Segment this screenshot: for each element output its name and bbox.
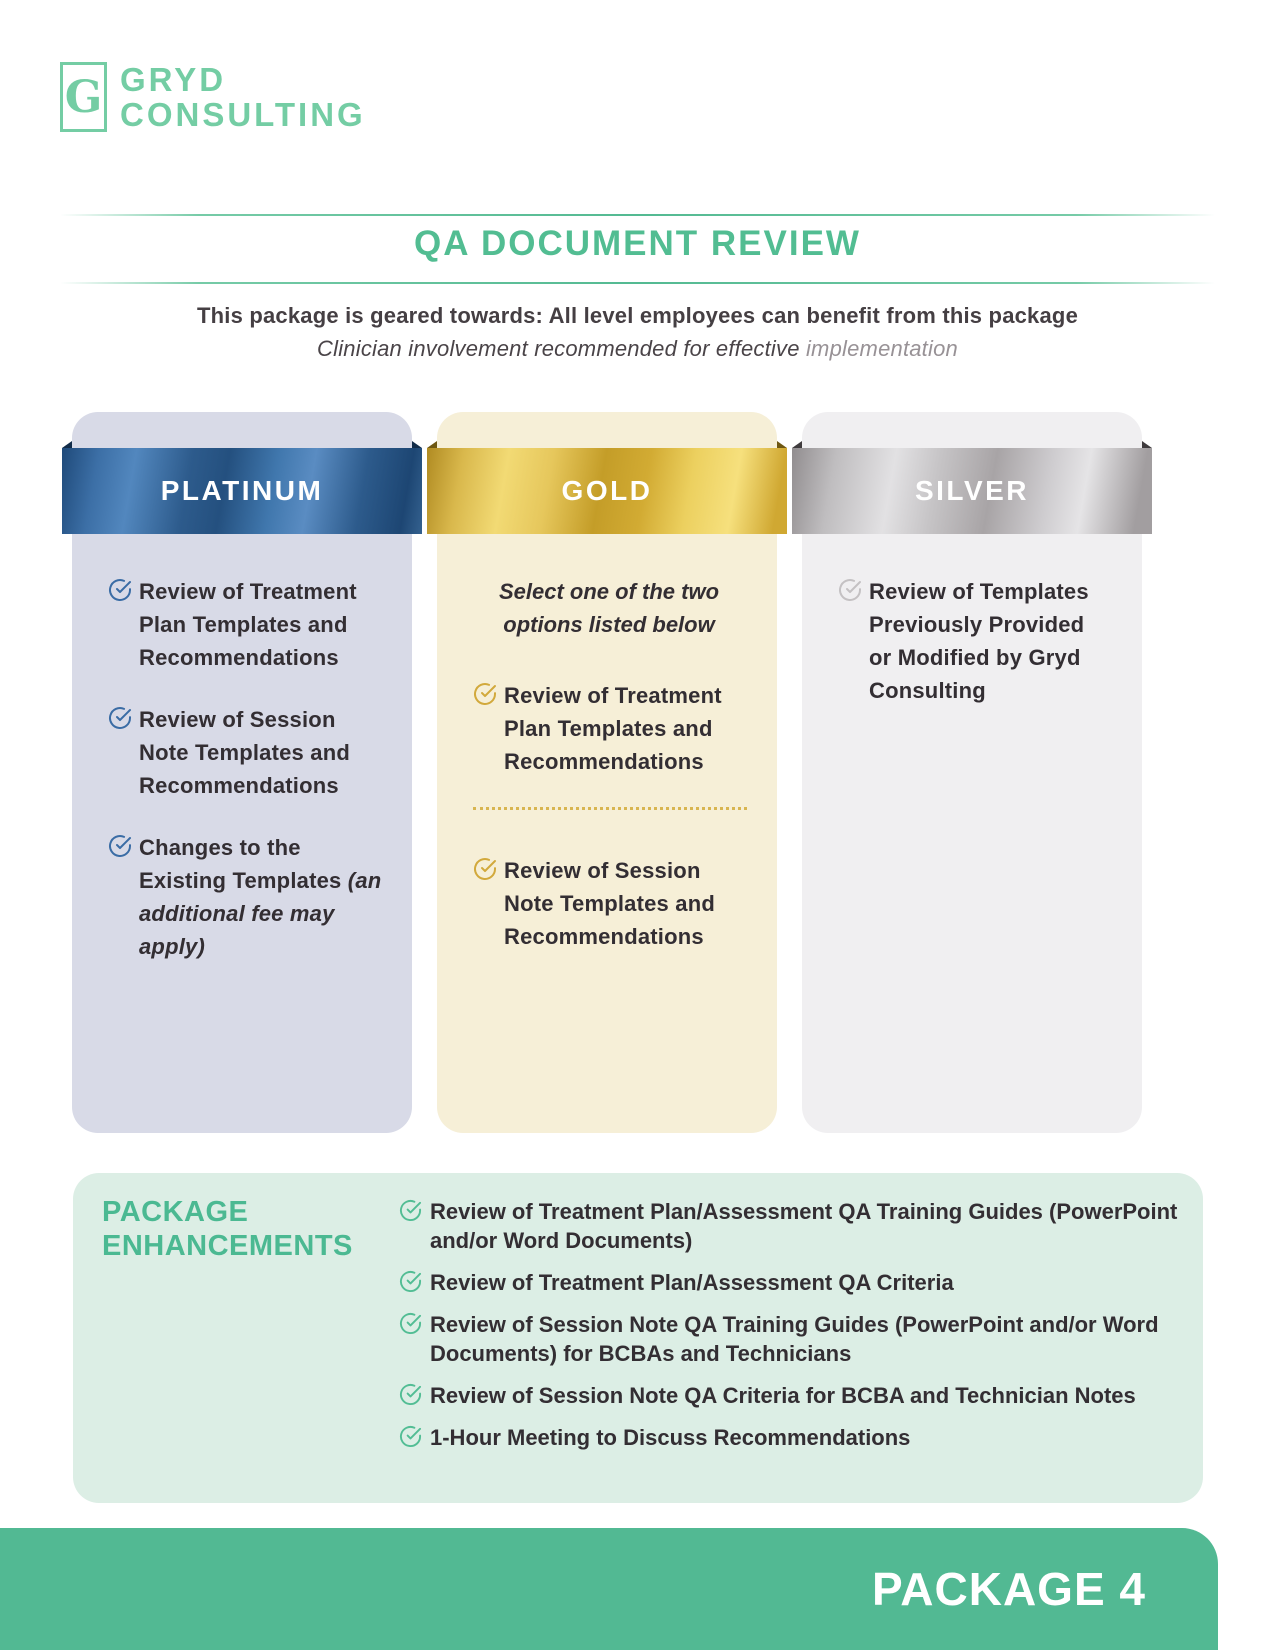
gold-intro-note: Select one of the two options listed below <box>498 579 720 637</box>
list-item-text: Review of Treatment Plan/Assessment QA Training Guides (PowerPoint and/or Word Documents) <box>430 1199 1178 1253</box>
enhancements-title-line-1: PACKAGE <box>102 1196 249 1228</box>
list-item <box>473 679 751 778</box>
check-circle-icon <box>108 706 132 730</box>
list-item <box>838 575 1116 707</box>
list-item-text: Review of Treatment Plan Templates and Recommendations <box>139 579 357 670</box>
check-circle-icon <box>399 1425 422 1448</box>
list-item-text: Review of Session Note QA Criteria for BCBA and Technician Notes <box>430 1383 1136 1408</box>
dotted-divider <box>473 807 747 810</box>
silver-ribbon-label: SILVER <box>914 475 1030 506</box>
check-circle-icon <box>399 1270 422 1293</box>
check-circle-icon <box>838 578 862 602</box>
package-number-label: PACKAGE 4 <box>872 1563 1146 1615</box>
intro-line-2-main: Clinician involvement recommended for effective <box>317 336 800 361</box>
header-divider-bottom <box>60 282 1215 284</box>
gold-card-body <box>473 575 751 982</box>
check-circle-icon <box>108 834 132 858</box>
check-circle-icon <box>399 1199 422 1222</box>
list-item-note: (an additional fee may apply) <box>139 868 382 959</box>
company-logo <box>60 62 366 132</box>
silver-ribbon <box>792 448 1152 534</box>
list-item-text: Review of Treatment Plan/Assessment QA Criteria <box>430 1270 954 1295</box>
intro-line-2 <box>0 336 1275 362</box>
page-title: QA DOCUMENT REVIEW <box>414 224 861 263</box>
logo-line-1: GRYD <box>120 61 227 98</box>
logo-line-2: CONSULTING <box>120 96 366 133</box>
list-item-text: Changes to the Existing Templates (an additional fee may apply) <box>139 835 382 959</box>
list-item <box>399 1310 1179 1368</box>
logo-g-icon: G <box>60 62 107 132</box>
package-enhancements-title <box>102 1195 353 1263</box>
platinum-ribbon-label: PLATINUM <box>160 475 324 506</box>
logo-wordmark <box>120 62 366 132</box>
list-item-text: Review of Templates Previously Provided or Modified by Gryd Consulting <box>869 579 1089 703</box>
check-circle-icon <box>108 578 132 602</box>
list-item-text: Review of Session Note Templates and Recommendations <box>139 707 351 798</box>
check-circle-icon <box>473 682 497 706</box>
list-item <box>399 1381 1179 1410</box>
list-item <box>108 575 386 674</box>
list-item <box>108 831 386 963</box>
list-item-text: Review of Session Note QA Training Guides (PowerPoint and/or Word Documents) for BCBAs and Technicians <box>430 1312 1159 1366</box>
check-circle-icon <box>473 857 497 881</box>
check-circle-icon <box>399 1312 422 1335</box>
list-item <box>108 703 386 802</box>
enhancements-list <box>399 1197 1179 1465</box>
header-divider-top <box>60 214 1215 216</box>
silver-card <box>802 412 1142 1133</box>
list-item <box>399 1197 1179 1255</box>
check-circle-icon <box>399 1383 422 1406</box>
package-enhancements-panel <box>73 1173 1203 1503</box>
platinum-card <box>72 412 412 1133</box>
list-item-text: Review of Session Note Templates and Recommendations <box>504 858 716 949</box>
silver-card-body <box>838 575 1116 736</box>
gold-ribbon-label: GOLD <box>561 475 653 506</box>
enhancements-title-line-2: ENHANCEMENTS <box>102 1230 353 1262</box>
intro-line-1: This package is geared towards: All level employees can benefit from this package <box>196 303 1079 328</box>
list-item <box>399 1268 1179 1297</box>
list-item-text: Review of Treatment Plan Templates and Recommendations <box>504 683 722 774</box>
footer-band <box>0 1528 1218 1650</box>
list-item <box>399 1423 1179 1452</box>
intro-line-2-light: implementation <box>805 336 958 361</box>
tier-cards <box>72 412 1142 1133</box>
gold-ribbon <box>427 448 787 534</box>
list-item-text: 1-Hour Meeting to Discuss Recommendations <box>430 1425 911 1450</box>
list-item <box>473 854 751 953</box>
platinum-ribbon <box>62 448 422 534</box>
gold-card <box>437 412 777 1133</box>
platinum-card-body <box>108 575 386 992</box>
